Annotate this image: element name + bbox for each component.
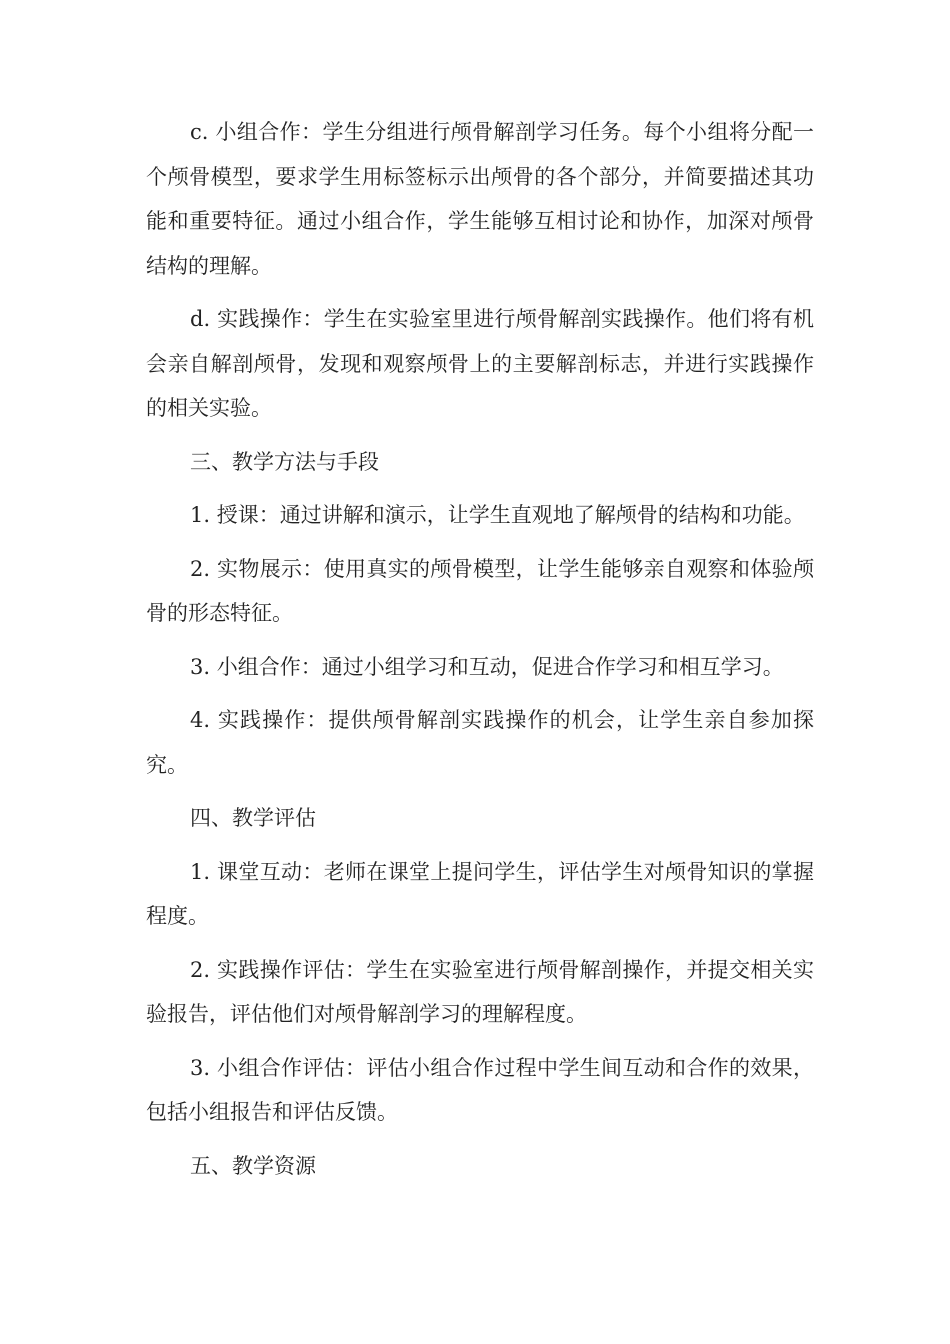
list-item-practice-assessment: 2. 实践操作评估：学生在实验室进行颅骨解剖操作，并提交相关实验报告，评估他们对颅骨解剖学习的理解程度。 bbox=[146, 957, 814, 1026]
document-body bbox=[146, 110, 814, 1188]
list-item-group-cooperation: 3. 小组合作：通过小组学习和互动，促进合作学习和相互学习。 bbox=[190, 654, 784, 679]
list-item-practice: 4. 实践操作：提供颅骨解剖实践操作的机会，让学生亲自参加探究。 bbox=[146, 708, 814, 777]
list-item-classroom-interaction: 1. 课堂互动：老师在课堂上提问学生，评估学生对颅骨知识的掌握程度。 bbox=[146, 859, 814, 928]
paragraph-group-work: c. 小组合作：学生分组进行颅骨解剖学习任务。每个小组将分配一个颅骨模型，要求学生用标签标示出颅骨的各个部分，并简要描述其功能和重要特征。通过小组合作，学生能够互相讨论和协作，加深对颅骨结构的理解。 bbox=[146, 120, 814, 278]
list-item-lecture: 1. 授课：通过讲解和演示，让学生直观地了解颅骨的结构和功能。 bbox=[190, 503, 805, 527]
section-heading-teaching-methods: 三、教学方法与手段 bbox=[190, 449, 379, 474]
section-heading-teaching-assessment: 四、教学评估 bbox=[190, 806, 316, 830]
list-item-group-assessment: 3. 小组合作评估：评估小组合作过程中学生间互动和合作的效果，包括小组报告和评估反馈。 bbox=[146, 1055, 814, 1124]
section-heading-teaching-resources: 五、教学资源 bbox=[190, 1153, 316, 1178]
list-item-physical-display: 2. 实物展示：使用真实的颅骨模型，让学生能够亲自观察和体验颅骨的形态特征。 bbox=[146, 556, 814, 625]
paragraph-practical-operation: d. 实践操作：学生在实验室里进行颅骨解剖实践操作。他们将有机会亲自解剖颅骨，发现和观察颅骨上的主要解剖标志，并进行实践操作的相关实验。 bbox=[146, 307, 814, 420]
